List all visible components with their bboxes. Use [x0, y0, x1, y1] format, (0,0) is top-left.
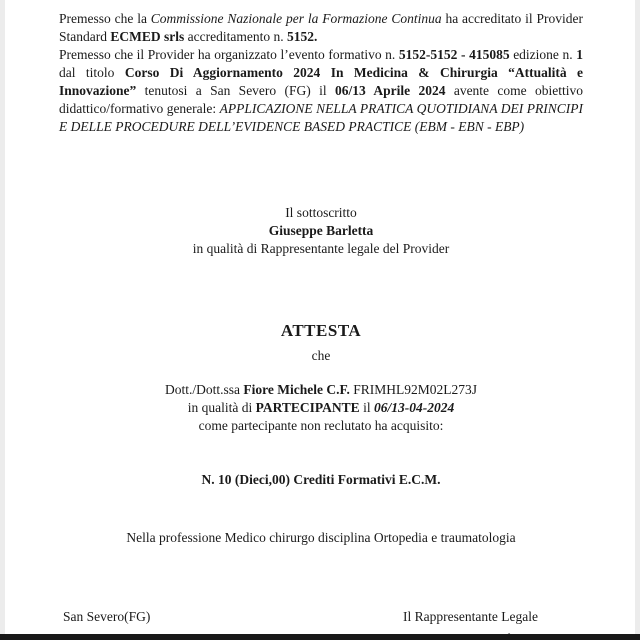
fiscal-code: FRIMHL92M02L273J: [349, 382, 477, 397]
attesta-heading: ATTESTA: [280, 321, 362, 340]
premise2-text-3: dal titolo: [59, 65, 125, 80]
participant-name: Fiore Michele C.F.: [243, 382, 350, 397]
profession-line: Nella professione Medico chirurgo disciplina Ortopedia e traumatologia: [126, 530, 516, 545]
didactic-objective: APPLICAZIONE NELLA PRATICA QUOTIDIANA DEI PRINCIPI E DELLE PROCEDURE DELL’EVIDENCE BASED PRACTICE (EBM - EBN - EBP): [59, 101, 583, 134]
participant-date-label: il: [359, 400, 374, 415]
accreditation-number: 5152.: [286, 29, 318, 44]
participant-line-3: come partecipante non reclutato ha acquisito:: [198, 418, 444, 433]
participant-line-2: [59, 399, 583, 417]
edition-number: 1: [576, 47, 583, 62]
participation-date: 06/13-04-2024: [373, 400, 455, 415]
attesta-che: che: [311, 348, 331, 363]
credits-line: N. 10 (Dieci,00) Crediti Formativi E.C.M.: [201, 472, 441, 487]
premise1-text-2: ha accreditato il Provider Standard: [59, 11, 583, 44]
premise-paragraph-1: [59, 10, 583, 46]
scan-edge-right: [635, 0, 640, 640]
premise2-text: Premesso che il Provider ha organizzato l’evento formativo n.: [59, 47, 399, 62]
participant-block: [59, 381, 583, 435]
participant-line-1: [59, 381, 583, 399]
premise2-text-5: avente come obiettivo didattico/formativo generale:: [59, 83, 583, 116]
scan-edge-left: [0, 0, 5, 640]
provider-name: ECMED srls: [110, 29, 185, 44]
legal-representative-name: Giuseppe Barletta: [268, 223, 374, 238]
footer-role: Il Rappresentante Legale: [403, 609, 538, 624]
premise-paragraph-2: [59, 46, 583, 136]
participant-quality-label: in qualità di: [187, 400, 256, 415]
premise1-text-3: accreditamento n.: [184, 29, 287, 44]
participant-role: PARTECIPANTE: [255, 400, 360, 415]
premise2-text-2: edizione n.: [509, 47, 577, 62]
premise1-text: Premesso che la: [59, 11, 151, 26]
undersigned-block: [59, 204, 583, 258]
footer-signature: [403, 608, 538, 626]
event-number: 5152-5152 - 415085: [398, 47, 510, 62]
participant-title-label: Dott./Dott.ssa: [164, 382, 244, 397]
course-title: Corso Di Aggiornamento 2024 In Medicina & Chirurgia “Attualità e Innovazione”: [59, 65, 584, 98]
undersigned-label: Il sottoscritto: [285, 205, 357, 220]
footer-place: San Severo(FG): [63, 609, 151, 624]
representative-role-line: in qualità di Rappresentante legale del Provider: [192, 241, 450, 256]
scan-bottom-edge: [0, 634, 640, 640]
event-dates: 06/13 Aprile 2024: [335, 83, 446, 98]
commission-name: Commissione Nazionale per la Formazione Continua: [150, 11, 442, 26]
premise2-text-4: tenutosi a San Severo (FG) il: [136, 83, 335, 98]
footer-place-date: [63, 608, 150, 626]
